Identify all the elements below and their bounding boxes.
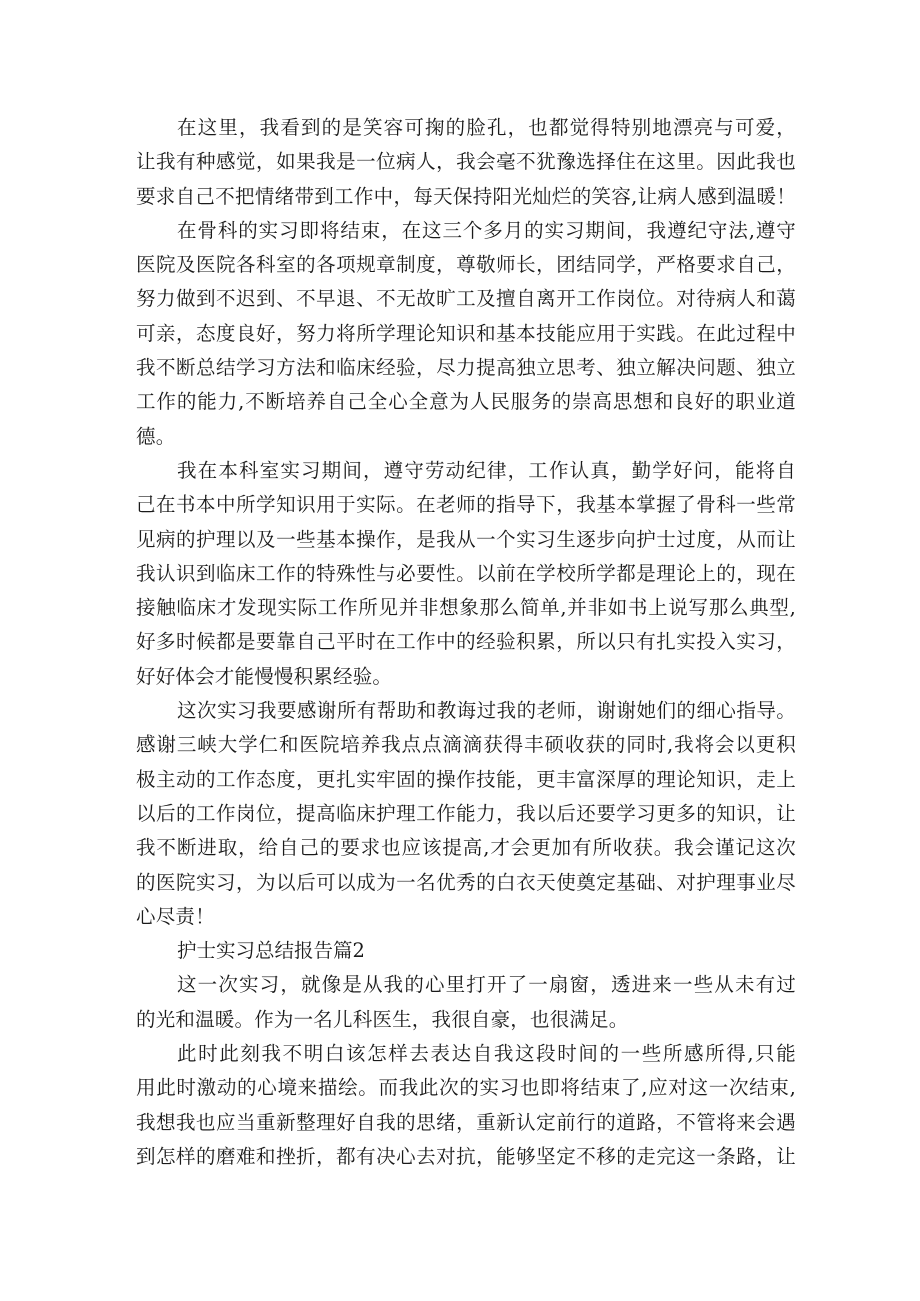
text-line: 到怎样的磨难和挫折，都有决心去对抗，能够坚定不移的走完这一条路，让 bbox=[136, 1144, 796, 1168]
text-line: 要求自己不把情绪带到工作中，每天保持阳光灿烂的笑容,让病人感到温暖！ bbox=[136, 184, 796, 208]
text-line: 我想我也应当重新整理好自我的思绪，重新认定前行的道路，不管将来会遇 bbox=[136, 1110, 796, 1134]
text-line: 的医院实习，为以后可以成为一名优秀的白衣天使奠定基础、对护理事业尽 bbox=[136, 870, 796, 894]
section-heading: 护士实习总结报告篇2 bbox=[177, 939, 365, 963]
text-line: 我认识到临床工作的特殊性与必要性。以前在学校所学都是理论上的，现在 bbox=[136, 561, 796, 585]
text-line: 德。 bbox=[136, 424, 176, 448]
paragraph-3 bbox=[136, 454, 796, 694]
text-line: 工作的能力,不断培养自己全心全意为人民服务的崇高思想和良好的职业道 bbox=[136, 390, 796, 414]
text-line: 此时此刻我不明白该怎样去表达自我这段时间的一些所感所得,只能 bbox=[177, 1042, 796, 1066]
text-line: 我不断总结学习方法和临床经验，尽力提高独立思考、独立解决问题、独立 bbox=[136, 356, 796, 380]
text-line: 在骨科的实习即将结束，在这三个多月的实习期间，我遵纪守法,遵守 bbox=[177, 218, 796, 242]
text-line: 好多时候都是要靠自己平时在工作中的经验积累，所以只有扎实投入实习， bbox=[136, 630, 796, 654]
text-line: 极主动的工作态度，更扎实牢固的操作技能，更丰富深厚的理论知识，走上 bbox=[136, 767, 796, 791]
text-line: 这次实习我要感谢所有帮助和教诲过我的老师，谢谢她们的细心指导。 bbox=[177, 699, 796, 723]
text-line: 心尽责！ bbox=[136, 904, 215, 928]
text-line: 医院及医院各科室的各项规章制度，尊敬师长，团结同学，严格要求自己， bbox=[136, 253, 796, 277]
text-line: 在这里，我看到的是笑容可掬的脸孔，也都觉得特别地漂亮与可爱， bbox=[177, 116, 796, 139]
text-line: 的光和温暖。作为一名儿科医生，我很自豪，也很满足。 bbox=[136, 1007, 629, 1031]
paragraph-5 bbox=[136, 968, 796, 1037]
paragraph-1 bbox=[136, 111, 796, 214]
text-line: 可亲，态度良好，努力将所学理论知识和基本技能应用于实践。在此过程中 bbox=[136, 321, 796, 345]
text-line: 用此时激动的心境来描绘。而我此次的实习也即将结束了,应对这一次结束, bbox=[136, 1076, 796, 1100]
paragraph-6 bbox=[136, 1037, 796, 1174]
paragraph-2 bbox=[136, 214, 796, 454]
text-line: 见病的护理以及一些基本操作，是我从一个实习生逐步向护士过度，从而让 bbox=[136, 527, 796, 551]
text-line: 我不断进取，给自己的要求也应该提高,才会更加有所收获。我会谨记这次 bbox=[136, 836, 796, 860]
text-line: 接触临床才发现实际工作所见并非想象那么简单,并非如书上说写那么典型, bbox=[136, 596, 796, 620]
text-line: 己在书本中所学知识用于实际。在老师的指导下，我基本掌握了骨科一些常 bbox=[136, 493, 796, 517]
text-line: 这一次实习，就像是从我的心里打开了一扇窗，透进来一些从未有过 bbox=[177, 973, 796, 997]
text-line: 我在本科室实习期间，遵守劳动纪律，工作认真，勤学好问，能将自 bbox=[177, 458, 796, 482]
text-line: 以后的工作岗位，提高临床护理工作能力，我以后还要学习更多的知识，让 bbox=[136, 801, 796, 825]
paragraph-4 bbox=[136, 694, 796, 934]
text-line: 感谢三峡大学仁和医院培养我点点滴滴获得丰硕收获的同时,我将会以更积 bbox=[136, 733, 796, 757]
text-line: 努力做到不迟到、不早退、不无故旷工及擅自离开工作岗位。对待病人和蔼 bbox=[136, 287, 796, 311]
document-body bbox=[136, 111, 796, 1174]
text-line: 让我有种感觉，如果我是一位病人，我会毫不犹豫选择住在这里。因此我也 bbox=[136, 150, 796, 174]
text-line: 好好体会才能慢慢积累经验。 bbox=[136, 664, 393, 688]
